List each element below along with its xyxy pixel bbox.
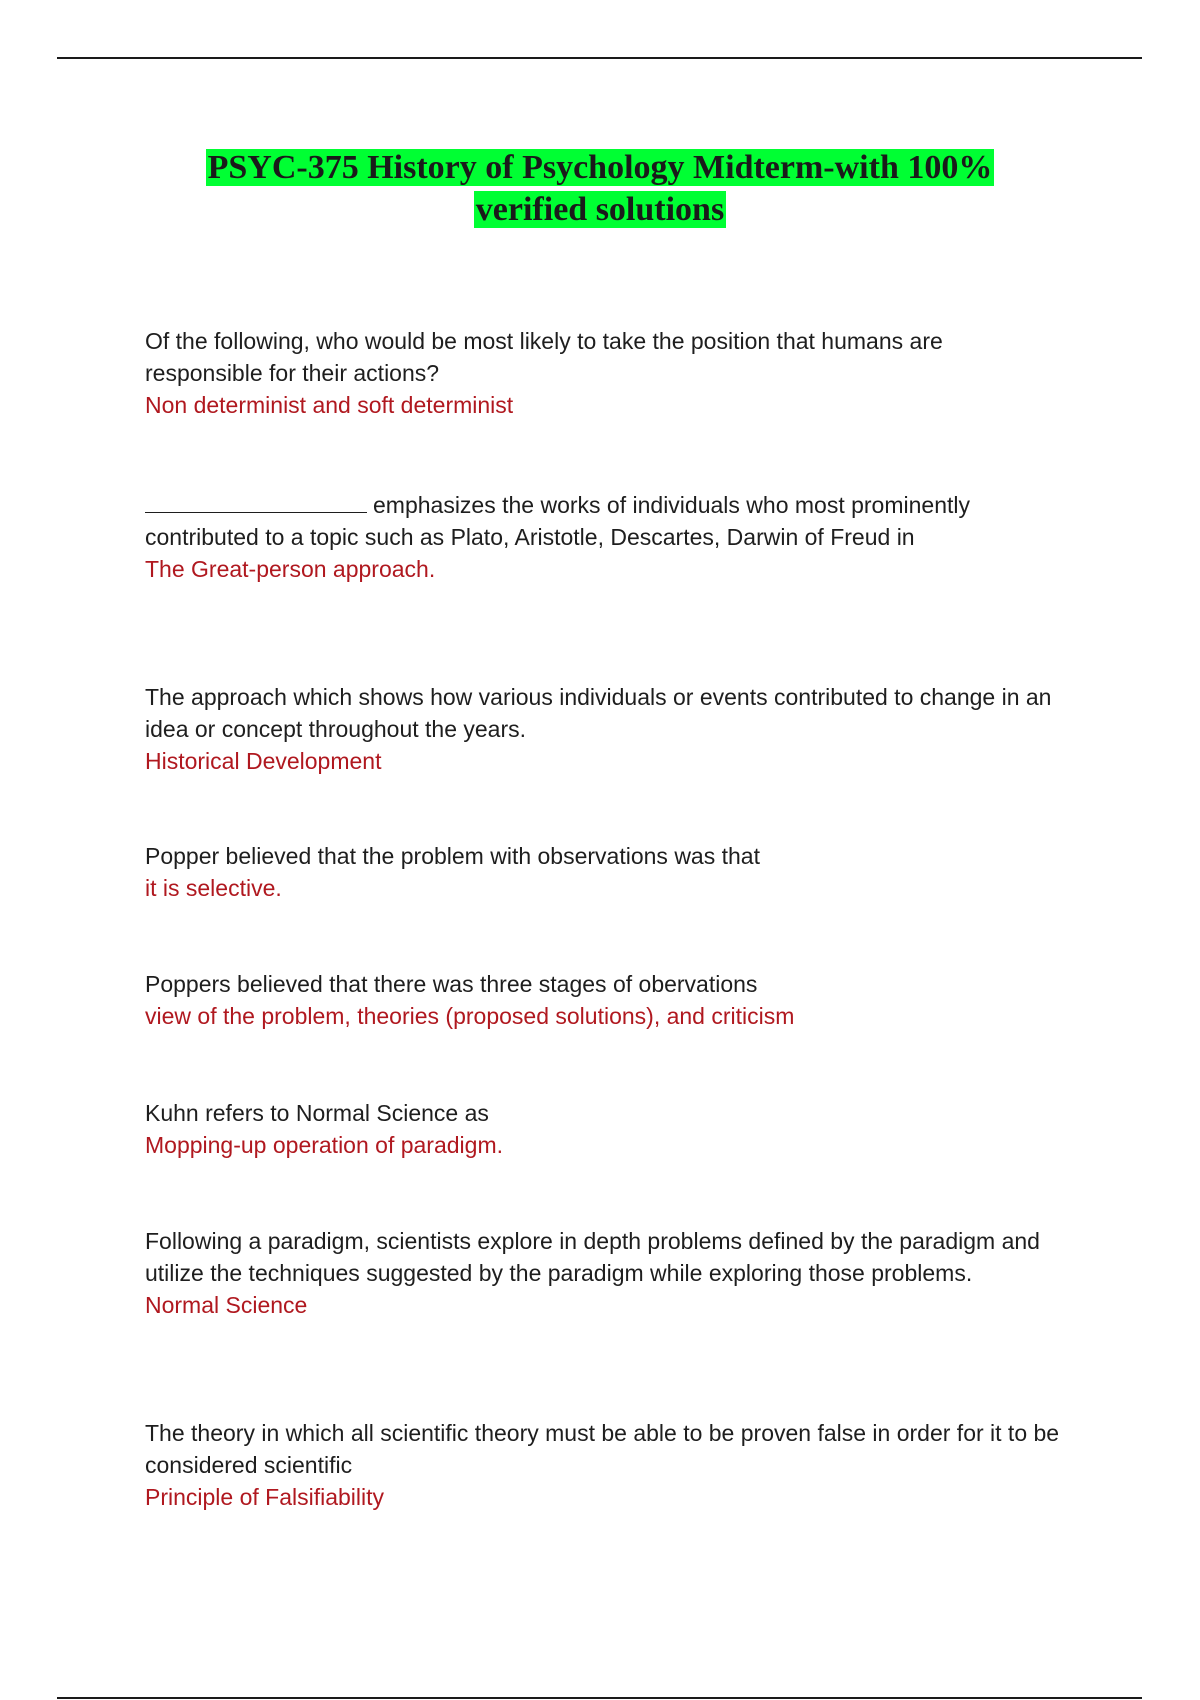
title-line-2: verified solutions — [475, 191, 725, 228]
question-text: The theory in which all scientific theory must be able to be proven false in order for it to be considered scientific — [145, 1420, 1060, 1478]
qa-item-7 — [145, 1225, 1065, 1321]
answer-text: Historical Development — [145, 748, 382, 774]
answer-text: Normal Science — [145, 1292, 308, 1318]
answer-text: view of the problem, theories (proposed solutions), and criticism — [145, 1003, 795, 1029]
question-text: The approach which shows how various individuals or events contributed to change in an idea or concept throughout the years. — [145, 684, 1052, 742]
qa-item-3 — [145, 681, 1065, 777]
answer-text: The Great-person approach. — [145, 556, 436, 582]
answer-text: Principle of Falsifiability — [145, 1484, 385, 1510]
title-line-1: PSYC-375 History of Psychology Midterm-with 100% — [207, 149, 993, 186]
qa-item-6 — [145, 1097, 1065, 1161]
qa-item-2 — [145, 489, 1065, 585]
bottom-rule — [57, 1697, 1142, 1699]
question-text: Following a paradigm, scientists explore in depth problems defined by the paradigm and utilize the techniques suggested by the paradigm while exploring those problems. — [145, 1228, 1040, 1286]
top-rule — [57, 57, 1142, 59]
qa-item-4 — [145, 840, 1065, 904]
question-text: Kuhn refers to Normal Science as — [145, 1100, 489, 1126]
question-with-blank — [145, 489, 1065, 553]
question-text: Poppers believed that there was three stages of obervations — [145, 971, 758, 997]
qa-item-1 — [145, 325, 1065, 421]
answer-text: it is selective. — [145, 875, 282, 901]
fill-in-blank — [145, 492, 367, 513]
answer-text: Non determinist and soft determinist — [145, 392, 514, 418]
question-text: emphasizes the works of individuals who most prominently contributed to a topic such as Plato, Aristotle, Descartes, Darwin of Freud in — [145, 492, 970, 550]
document-title — [100, 147, 1100, 231]
question-text: Of the following, who would be most likely to take the position that humans are responsible for their actions? — [145, 328, 943, 386]
question-text: Popper believed that the problem with observations was that — [145, 843, 760, 869]
qa-item-8 — [145, 1417, 1065, 1513]
answer-text: Mopping-up operation of paradigm. — [145, 1132, 504, 1158]
qa-item-5 — [145, 968, 1065, 1032]
